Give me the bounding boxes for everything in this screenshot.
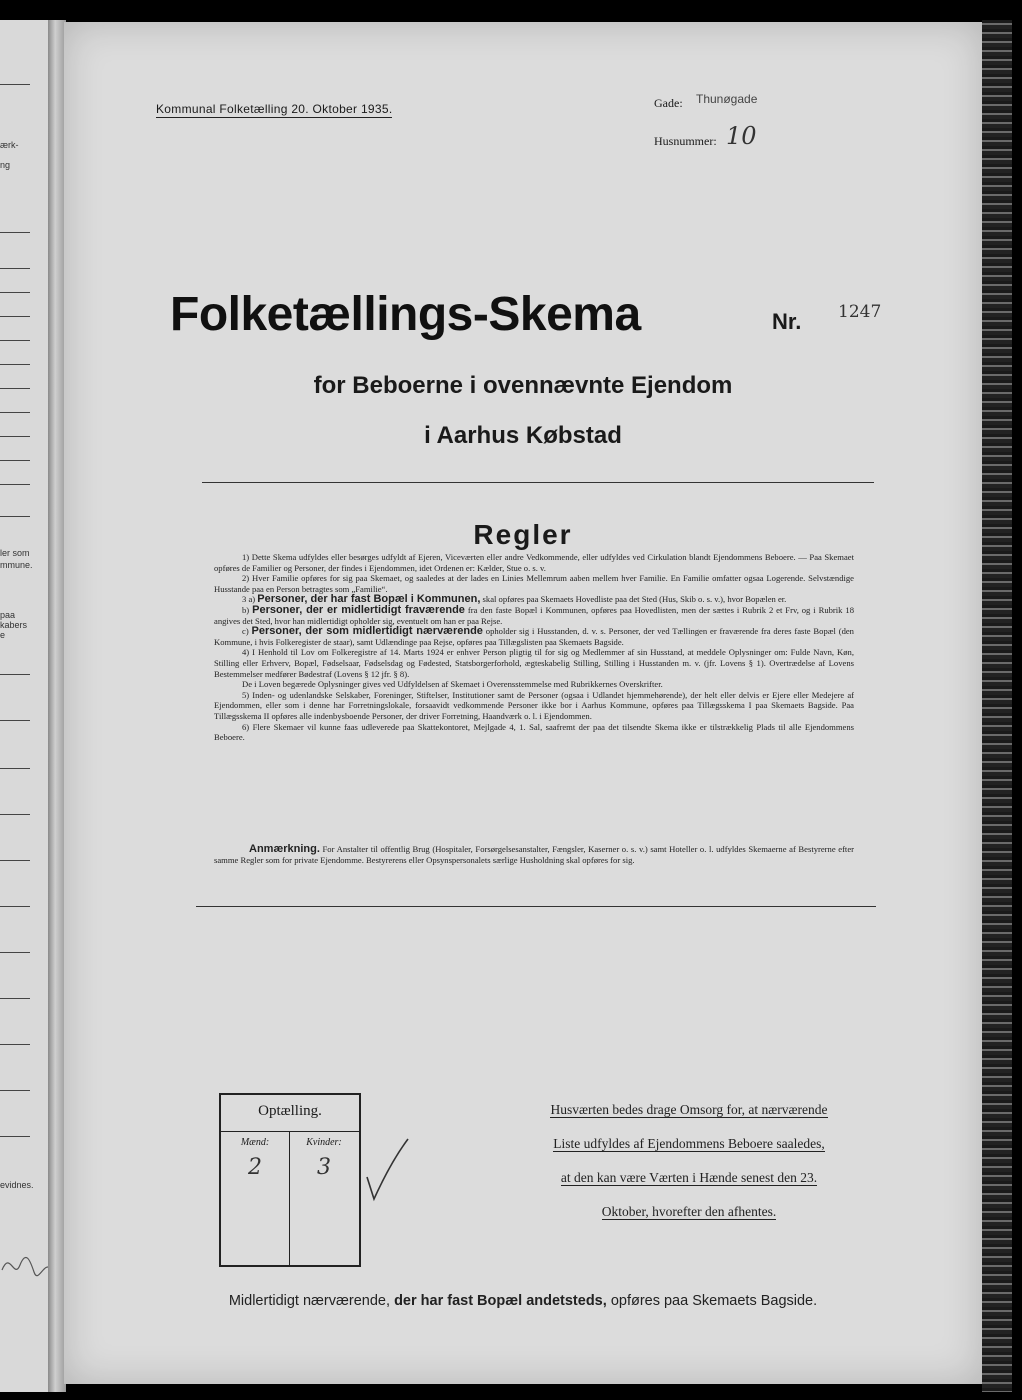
tally-men-label: Mænd: <box>240 1137 270 1148</box>
left-rule <box>0 340 30 341</box>
remark-text: For Anstalter til offentlig Brug (Hospitaler, Forsørgelsesanstalter, Fængsler, Kaserner o. s. v.) samt Hoteller o. l. udfyldes Skemaerne af Bestyrerne efter samme Regler som for private Ejendomme. Bestyrerens eller Opsynspersonalets særlige Husholdning skal opføres for sig. <box>214 844 854 865</box>
rule-3c <box>214 626 854 647</box>
tally-divider <box>289 1131 290 1265</box>
rule-3c-emphasis: Personer, der som midlertidigt nærværende <box>251 625 483 638</box>
notice-line <box>514 1093 864 1127</box>
left-rule <box>0 484 30 485</box>
left-rule <box>0 460 30 461</box>
notice-line <box>514 1161 864 1195</box>
left-text-fragment: ng <box>0 160 11 170</box>
rule-6: 6) Flere Skemaer vil kunne faas udleverede paa Skattekontoret, Mejlgade 4, 1. Sal, saafremt der paa det tilsendte Skema ikke er tilstrækkelig Plads til alle Ejendommens Beboere. <box>214 721 854 743</box>
left-rule <box>0 412 30 413</box>
house-number-label: Husnummer: <box>654 134 717 148</box>
rule-3a-prefix: 3 a) <box>242 594 256 605</box>
left-text-fragment: ler som <box>0 548 30 558</box>
tally-women-value: 3 <box>317 1155 331 1180</box>
form-number-value: 1247 <box>838 302 882 322</box>
street-label: Gade: <box>654 96 683 110</box>
landlord-notice <box>514 1093 864 1229</box>
form-subtitle: for Beboerne i ovennævnte Ejendom <box>313 372 733 399</box>
tally-men-value: 2 <box>248 1155 262 1180</box>
rule-4b: De i Loven begærede Oplysninger gives ved Udfyldelsen af Skemaet i Overensstemmelse med Rubrikkernes Overskrifter. <box>242 679 663 690</box>
form-number-label: Nr. <box>772 309 802 334</box>
left-rule <box>0 720 30 721</box>
house-number-value: 10 <box>726 122 757 150</box>
left-rule <box>0 268 30 269</box>
notice-text: at den kan være Værten i Hænde senest den 23. <box>560 1170 818 1185</box>
rule-3a-emphasis: Personer, der har fast Bopæl i Kommunen, <box>257 593 481 606</box>
footer-note <box>64 1293 982 1309</box>
left-rule <box>0 674 30 675</box>
left-rule <box>0 1090 30 1091</box>
rule-3c-prefix: c) <box>242 626 249 637</box>
rule-3b-text: fra den faste Bopæl i Kommunen, opføres paa Hovedlisten, men der sættes i Rubrik 2 et Frv, og i Rubrik 18 angives det Sted, hvor han midlertidigt opholder sig, eventuelt om han er paa Rejse. <box>214 604 854 626</box>
left-rule <box>0 768 30 769</box>
census-form-page <box>64 22 982 1384</box>
checkmark-icon <box>364 1137 410 1207</box>
footer-emphasis: der har fast Bopæl andetsteds, <box>394 1293 607 1309</box>
remark <box>214 844 854 865</box>
left-text-fragment: paa <box>0 610 16 620</box>
left-rule <box>0 1136 30 1137</box>
divider <box>202 482 874 483</box>
rule-3b <box>214 605 854 626</box>
notice-line <box>514 1127 864 1161</box>
left-rule <box>0 316 30 317</box>
divider <box>196 906 876 907</box>
rule-2: 2) Hver Familie opføres for sig paa Skemaet, og saaledes at der lades en Linies Mellemrum aaben mellem hver Familie. En Familie omfatter ogsaa Logerende. Selvstændige Husstande paa en Person betragtes som „Familie“. <box>214 573 854 594</box>
tally-title: Optælling. <box>258 1103 322 1119</box>
footer-text: Midlertidigt nærværende, <box>228 1293 391 1309</box>
rule-3c-text: opholder sig i Husstanden, d. v. s. Personer, der ved Tællingen er fraværende fra deres faste Bopæl (den Kommune, i hvis Folkeregister de staar), samt Udlændinge paa Rejse, opføres paa Tillægslisten paa Skemaets Bagside. <box>214 626 854 647</box>
tally-women-label: Kvinder: <box>306 1137 342 1148</box>
tally-divider <box>221 1131 359 1132</box>
left-rule <box>0 436 30 437</box>
left-rule <box>0 232 30 233</box>
left-rule <box>0 84 30 85</box>
notice-text: Oktober, hvorefter den afhentes. <box>601 1204 777 1219</box>
rule-3b-emphasis: Personer, der er midlertidigt fraværende <box>252 603 465 616</box>
left-text-fragment: kabers <box>0 620 28 630</box>
left-rule <box>0 906 30 907</box>
left-rule <box>0 388 30 389</box>
notice-text: Liste udfyldes af Ejendommens Beboere saaledes, <box>553 1136 825 1151</box>
book-edge <box>982 20 1012 1392</box>
left-rule <box>0 516 30 517</box>
rule-5: 5) Inden- og udenlandske Selskaber, Foreninger, Stiftelser, Institutioner samt de Personer (ogsaa i Udlandet hjemmehørende), der helt eller delvis er Ejere eller Medejere af Ejendommen, eller som i denne har Forretningslokale, forsaavidt vedkommende Personer ikke bor i Aarhus Kommune, opføres paa Tillægsskema I paa Skemaets Bagside. Paa Tillægsskema II opføres alle indenbysboende Personer, der driver Forretning, Haandværk o. l. i Ejendommen. <box>214 689 854 721</box>
left-text-fragment: ærk- <box>0 140 19 150</box>
rules-text <box>214 552 854 743</box>
rules-heading: Regler <box>473 519 573 550</box>
left-rule <box>0 364 30 365</box>
form-title: Folketællings-Skema <box>170 288 641 341</box>
left-rule <box>0 952 30 953</box>
street-value: Thunøgade <box>696 92 758 106</box>
left-rule <box>0 292 30 293</box>
rule-4: 4) I Henhold til Lov om Folkeregistre af 14. Marts 1924 er enhver Person pligtig til for sig og Medlemmer af sin Husstand, at meddele Oplysninger om: Fulde Navn, Køn, Stilling eller Erhverv, Bopæl, Fødselsaar, Fødselsdag og Fødested, Statsborgerforhold, ægteskabelig Stilling, Stilling i Husstanden m. v. (jfr. Lovens § 1). Overtrædelse af Lovens Bestemmelser medfører Bødestraf (Lovens § 12 jfr. § 8). <box>214 647 854 679</box>
left-rule <box>0 998 30 999</box>
census-heading: Kommunal Folketælling 20. Oktober 1935. <box>156 102 393 116</box>
rule-3a-text: skal opføres paa Skemaets Hovedliste paa det Sted (Hus, Skib o. s. v.), hvor Bopælen er. <box>482 594 787 605</box>
form-subtitle-city: i Aarhus Købstad <box>424 422 622 449</box>
left-text-fragment: evidnes. <box>0 1180 34 1190</box>
left-text-fragment: mmune. <box>0 560 33 570</box>
previous-page-edge <box>0 20 52 1392</box>
signature-scrawl <box>0 1240 52 1300</box>
rule-1: 1) Dette Skema udfyldes eller besørges udfyldt af Ejeren, Viceværten eller andre Vedkommende, eller udfyldes ved Cirkulation blandt Ejendommens Beboere. — Paa Skemaet opføres de Familier og Personer, der findes i Ejendommen, idet Ordenen er: Kælder, Stue o. s. v. <box>214 552 854 573</box>
tally-box <box>219 1093 361 1267</box>
footer-text: opføres paa Skemaets Bagside. <box>610 1293 818 1309</box>
notice-text: Husværten bedes drage Omsorg for, at nærværende <box>550 1102 828 1117</box>
rule-3b-prefix: b) <box>242 604 250 615</box>
left-rule <box>0 860 30 861</box>
left-rule <box>0 1044 30 1045</box>
remark-lead: Anmærkning. <box>249 843 320 855</box>
left-rule <box>0 814 30 815</box>
notice-line <box>514 1195 864 1229</box>
left-text-fragment: e <box>0 630 6 640</box>
